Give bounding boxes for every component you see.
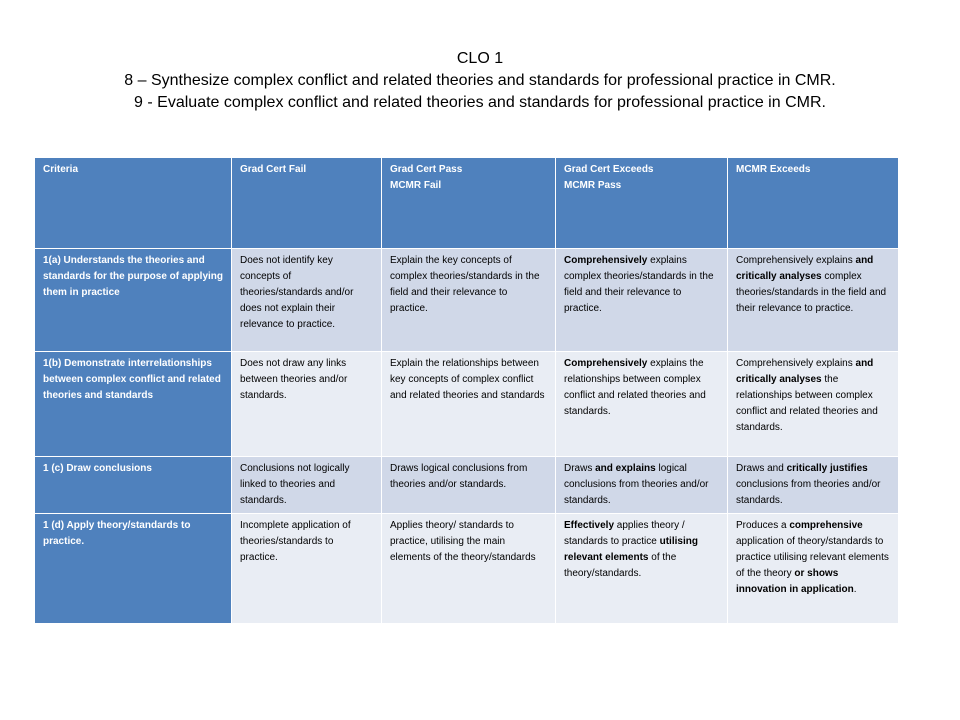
emphasis-text: Comprehensively — [564, 255, 648, 266]
cell-grad-cert-fail — [232, 457, 382, 514]
cell-text: Comprehensively explains — [736, 255, 856, 266]
cell-grad-cert-pass — [382, 514, 556, 624]
header-criteria — [35, 158, 232, 249]
emphasis-text: critically justifies — [786, 463, 868, 474]
cell-mcmr-exceeds — [728, 352, 899, 457]
clo-heading: CLO 1 — [456, 50, 504, 67]
cell-grad-cert-exceeds — [556, 457, 728, 514]
cell-text: Does not identify key concepts of theories/standards and/or does not explain their relevance to practice. — [240, 255, 354, 330]
cell-text: . — [853, 584, 857, 595]
header-label: Criteria — [43, 164, 79, 175]
cell-text: Draws — [564, 463, 596, 474]
cell-text: the relationships between complex conflict and related theories and standards. — [736, 374, 878, 433]
emphasis-text: or shows innovation in application — [736, 568, 854, 595]
cell-text: Conclusions not logically linked to theories and standards. — [240, 463, 350, 506]
emphasis-text: and critically analyses — [736, 358, 874, 385]
header-label: MCMR Pass — [564, 180, 622, 191]
cell-grad-cert-pass — [382, 352, 556, 457]
table-row — [35, 352, 899, 457]
table-row — [35, 249, 899, 352]
cell-grad-cert-fail — [232, 514, 382, 624]
cell-text: Produces a — [736, 520, 790, 531]
table-row — [35, 514, 899, 624]
rubric-table — [34, 157, 899, 624]
cell-grad-cert-fail — [232, 249, 382, 352]
cell-grad-cert-exceeds — [556, 249, 728, 352]
cell-text: Comprehensively explains — [736, 358, 856, 369]
criterion-cell: 1 (c) Draw conclusions — [35, 457, 232, 514]
cell-text: Explain the key concepts of complex theories/standards in the field and their relevance to practice. — [390, 255, 540, 314]
clo-outcome-8: 8 – Synthesize complex conflict and related theories and standards for professional practice in CMR. — [124, 72, 836, 89]
cell-mcmr-exceeds — [728, 249, 899, 352]
criterion-cell: 1(b) Demonstrate interrelationships between complex conflict and related theories and standards — [35, 352, 232, 457]
rubric-body — [35, 249, 899, 624]
rubric-header-row — [35, 158, 899, 249]
header-mcmr-exceeds — [728, 158, 899, 249]
cell-text: Does not draw any links between theories and/or standards. — [240, 358, 348, 401]
cell-text: Draws and — [736, 463, 787, 474]
header-grad-cert-fail — [232, 158, 382, 249]
cell-text: logical conclusions from theories and/or standards. — [564, 463, 709, 506]
cell-text: Explain the relationships between key concepts of complex conflict and related theories and standards — [390, 358, 545, 401]
header-label: MCMR Exceeds — [736, 164, 811, 175]
cell-grad-cert-exceeds — [556, 352, 728, 457]
cell-grad-cert-pass — [382, 249, 556, 352]
cell-text: of the theory/standards. — [564, 552, 677, 579]
cell-text: Draws logical conclusions from theories and/or standards. — [390, 463, 528, 490]
header-label: Grad Cert Fail — [240, 164, 307, 175]
cell-text: application of theory/standards to practice utilising relevant elements of the theory — [736, 536, 889, 579]
emphasis-text: utilising relevant elements — [564, 536, 698, 563]
cell-text: explains the relationships between complex conflict and related theories and standards. — [564, 358, 706, 417]
table-row — [35, 457, 899, 514]
header-label: Grad Cert Exceeds — [564, 164, 654, 175]
clo-outcome-9: 9 - Evaluate complex conflict and related theories and standards for professional practice in CMR. — [134, 94, 826, 111]
header-grad-cert-pass — [382, 158, 556, 249]
cell-text: Applies theory/ standards to practice, utilising the main elements of the theory/standards — [390, 520, 536, 563]
emphasis-text: Effectively — [564, 520, 615, 531]
cell-mcmr-exceeds — [728, 457, 899, 514]
criterion-cell: 1(a) Understands the theories and standards for the purpose of applying them in practice — [35, 249, 232, 352]
cell-text: conclusions from theories and/or standards. — [736, 479, 881, 506]
criterion-cell: 1 (d) Apply theory/standards to practice. — [35, 514, 232, 624]
cell-text: explains complex theories/standards in the field and their relevance to practice. — [564, 255, 714, 314]
header-grad-cert-exceeds — [556, 158, 728, 249]
header-label: MCMR Fail — [390, 180, 442, 191]
header-label: Grad Cert Pass — [390, 164, 463, 175]
emphasis-text: and explains — [595, 463, 656, 474]
slide-title — [0, 48, 960, 114]
emphasis-text: comprehensive — [789, 520, 863, 531]
cell-text: Incomplete application of theories/standards to practice. — [240, 520, 351, 563]
cell-grad-cert-exceeds — [556, 514, 728, 624]
cell-text: complex theories/standards in the field and their relevance to practice. — [736, 271, 887, 314]
cell-text: applies theory / standards to practice — [564, 520, 685, 547]
emphasis-text: Comprehensively — [564, 358, 648, 369]
cell-grad-cert-pass — [382, 457, 556, 514]
cell-grad-cert-fail — [232, 352, 382, 457]
cell-mcmr-exceeds — [728, 514, 899, 624]
emphasis-text: and critically analyses — [736, 255, 874, 282]
